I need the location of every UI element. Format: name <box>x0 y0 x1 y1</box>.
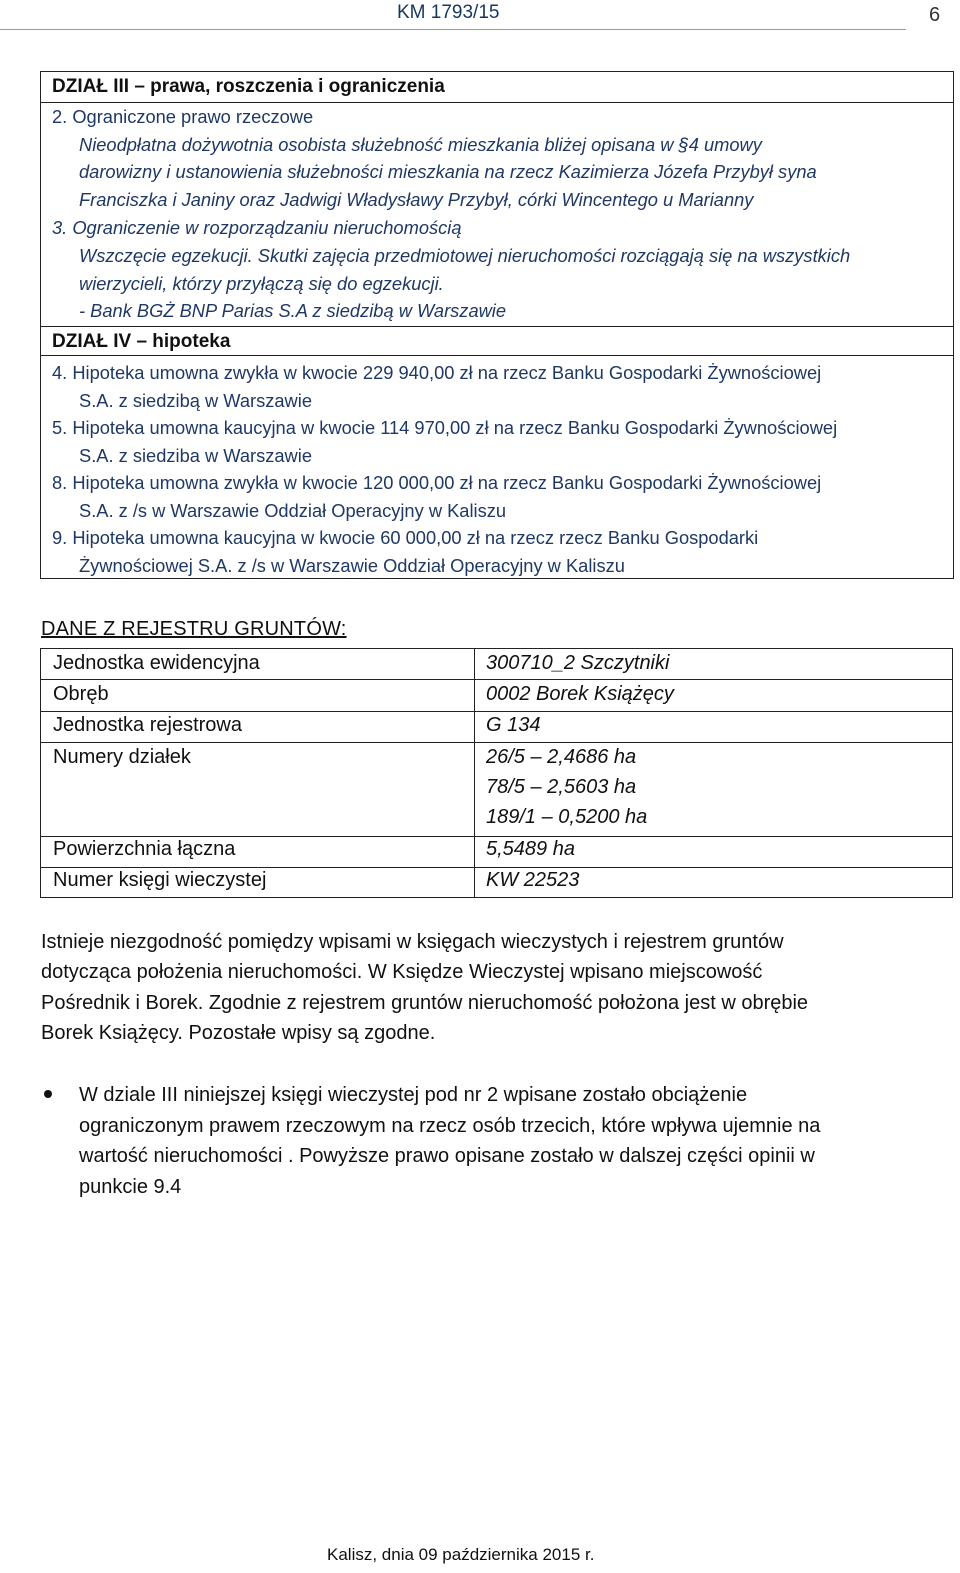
section-heading-dzial-4: DZIAŁ IV – hipoteka <box>52 331 231 352</box>
table-row-value: 0002 Borek Książęcy <box>486 683 674 705</box>
table-row-label: Obręb <box>53 683 109 705</box>
bullet-line: punkcie 9.4 <box>79 1176 182 1198</box>
mortgage-line: S.A. z siedziba w Warszawie <box>79 445 312 466</box>
mortgage-line: 8. Hipoteka umowna zwykła w kwocie 120 000,00 zł na rzecz Banku Gospodarki Żywnościowej <box>52 472 822 493</box>
item-3-line: Wszczęcie egzekucji. Skutki zajęcia przedmiotowej nieruchomości rozciągają się na wszystkich <box>79 245 851 266</box>
mortgage-line: 9. Hipoteka umowna kaucyjna w kwocie 60 000,00 zł na rzecz rzecz Banku Gospodarki <box>52 527 759 548</box>
mortgage-line: Żywnościowej S.A. z /s w Warszawie Oddział Operacyjny w Kaliszu <box>79 555 625 576</box>
item-3-line: - Bank BGŻ BNP Parias S.A z siedzibą w Warszawie <box>79 300 507 321</box>
item-3-title: 3. Ograniczenie w rozporządzaniu nieruchomością <box>52 217 462 238</box>
footer-date: Kalisz, dnia 09 października 2015 r. <box>327 1545 595 1564</box>
paragraph-line: dotycząca położenia nieruchomości. W Księdze Wieczystej wpisano miejscowość <box>41 961 763 983</box>
table-row-value: 26/5 – 2,4686 ha <box>486 746 637 768</box>
table-row-value: 300710_2 Szczytniki <box>486 652 670 674</box>
heading-divider <box>41 355 953 356</box>
item-3-line: wierzycieli, którzy przyłączą się do egzekucji. <box>79 273 444 294</box>
table-row-label: Numery działek <box>53 746 191 768</box>
item-2-line: Nieodpłatna dożywotnia osobista służebność mieszkania bliżej opisana w §4 umowy <box>79 134 762 155</box>
bullet-line: wartość nieruchomości . Powyższe prawo opisane zostało w dalszej części opinii w <box>79 1145 815 1167</box>
table-row-value: G 134 <box>486 714 541 736</box>
table-row-label: Powierzchnia łączna <box>53 838 236 860</box>
table-row-value: 78/5 – 2,5603 ha <box>486 776 637 798</box>
table-row-value: 189/1 – 0,5200 ha <box>486 806 648 828</box>
bullet-line: W dziale III niniejszej księgi wieczystej pod nr 2 wpisane zostało obciążenie <box>79 1084 748 1106</box>
table-row-label: Jednostka rejestrowa <box>53 714 242 736</box>
mortgage-line: S.A. z siedzibą w Warszawie <box>79 390 312 411</box>
table-row-label: Jednostka ewidencyjna <box>53 652 260 674</box>
table-row-label: Numer księgi wieczystej <box>53 869 267 891</box>
row-divider <box>41 836 952 837</box>
mortgage-line: 5. Hipoteka umowna kaucyjna w kwocie 114 970,00 zł na rzecz Banku Gospodarki Żywnościowej <box>52 417 838 438</box>
paragraph-line: Pośrednik i Borek. Zgodnie z rejestrem gruntów nieruchomość położona jest w obrębie <box>41 992 809 1014</box>
mortgage-line: S.A. z /s w Warszawie Oddział Operacyjny w Kaliszu <box>79 500 507 521</box>
bullet-line: ograniczonym prawem rzeczowym na rzecz osób trzecich, które wpływa ujemnie na <box>79 1115 821 1137</box>
document-title: KM 1793/15 <box>397 2 500 23</box>
page-number: 6 <box>929 4 941 26</box>
section-heading-dzial-3: DZIAŁ III – prawa, roszczenia i ograniczenia <box>52 76 445 97</box>
land-register-title: DANE Z REJESTRU GRUNTÓW: <box>41 618 347 640</box>
row-divider <box>41 711 952 712</box>
row-divider <box>41 679 952 680</box>
header-divider <box>0 29 906 30</box>
column-divider <box>474 649 475 897</box>
bullet-icon <box>44 1090 52 1098</box>
item-2-line: darowizny i ustanowienia służebności mieszkania na rzecz Kazimierza Józefa Przybył syna <box>79 161 817 182</box>
table-row-value: 5,5489 ha <box>486 838 575 860</box>
land-register-table <box>40 648 953 898</box>
paragraph-line: Borek Książęcy. Pozostałe wpisy są zgodne. <box>41 1022 436 1044</box>
heading-divider <box>41 102 953 103</box>
table-row-value: KW 22523 <box>486 869 580 891</box>
paragraph-line: Istnieje niezgodność pomiędzy wpisami w księgach wieczystych i rejestrem gruntów <box>41 931 784 953</box>
row-divider <box>41 742 952 743</box>
section-divider <box>41 326 953 327</box>
mortgage-line: 4. Hipoteka umowna zwykła w kwocie 229 940,00 zł na rzecz Banku Gospodarki Żywnościowej <box>52 362 822 383</box>
item-2-title: 2. Ograniczone prawo rzeczowe <box>52 106 314 127</box>
item-2-line: Franciszka i Janiny oraz Jadwigi Władysławy Przybył, córki Wincentego u Marianny <box>79 189 754 210</box>
row-divider <box>41 867 952 868</box>
